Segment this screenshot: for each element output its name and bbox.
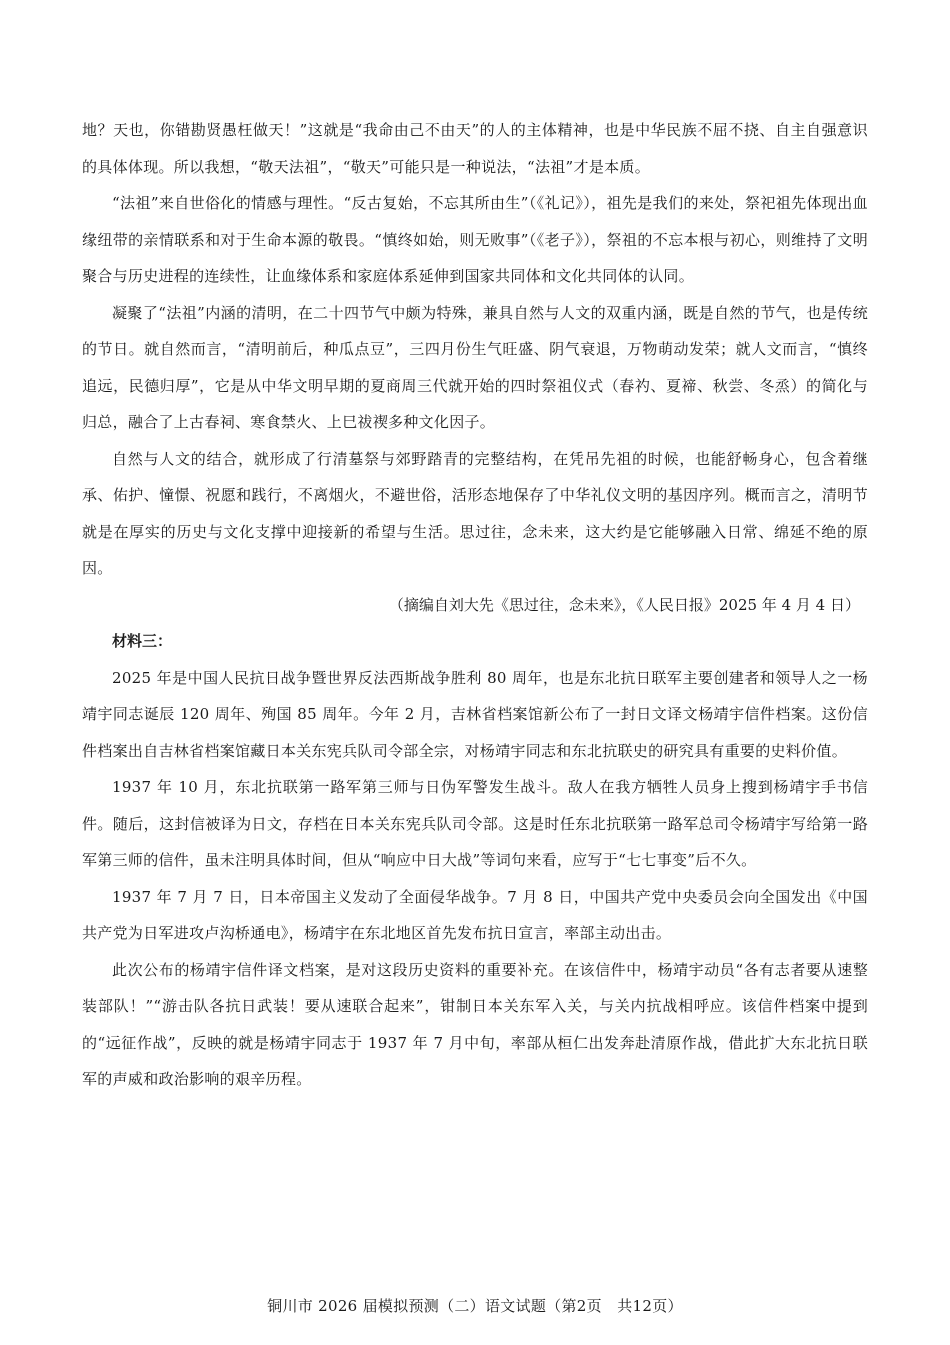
paragraph-nature-culture: 自然与人文的结合，就形成了行清墓祭与郊野踏青的完整结构，在凭吊先祖的时候，也能舒畅身心，包含着继承、佑护、憧憬、祝愿和践行，不离烟火，不避世俗，活形态地保存了中华礼仪文明的基因序列。概而言之，清明节就是在厚实的历史与文化支撑中迎接新的希望与生活。思过往，念未来，这大约是它能够融入日常、绵延不绝的原因。 xyxy=(82,449,868,577)
paragraph-letter-archive: 此次公布的杨靖宇信件译文档案，是对这段历史资料的重要补充。在该信件中，杨靖宇动员“各有志者要从速整装部队！”“游击队各抗日武装！要从速联合起来”，钳制日本关东军入关，与关内抗战相呼应。该信件档案中提到的“远征作战”，反映的就是杨靖宇同志于 1937 年 7 月中旬，率部从桓仁出发奔赴清原作战，借此扩大东北抗日联军的声威和政治影响的艰辛历程。 xyxy=(82,960,868,1088)
paragraph-qingming: 凝聚了“法祖”内涵的清明，在二十四节气中颇为特殊，兼具自然与人文的双重内涵，既是自然的节气，也是传统的节日。就自然而言，“清明前后，种瓜点豆”，三四月份生气旺盛、阴气衰退，万物萌动发荣；就人文而言，“慎终追远，民德归厚”，它是从中华文明早期的夏商周三代就开始的四时祭祖仪式（春礿、夏禘、秋尝、冬烝）的简化与归总，融合了上古春祠、寒食禁火、上巳祓禊多种文化因子。 xyxy=(82,303,868,431)
paragraph-1937-july: 1937 年 7 月 7 日，日本帝国主义发动了全面侵华战争。7 月 8 日，中国共产党中央委员会向全国发出《中国共产党为日军进攻卢沟桥通电》，杨靖宇在东北地区首先发布抗日宣言，率部主动出击。 xyxy=(82,887,868,942)
paragraph-1937-october: 1937 年 10 月，东北抗联第一路军第三师与日伪军警发生战斗。敌人在我方牺牲人员身上搜到杨靖宇手书信件。随后，这封信被译为日文，存档在日本关东宪兵队司令部。这是时任东北抗联第一路军总司令杨靖宇写给第一路军第三师的信件，虽未注明具体时间，但从“响应中日大战”等词句来看，应写于“七七事变”后不久。 xyxy=(82,778,868,869)
material-three-heading: 材料三： xyxy=(112,632,173,650)
page-footer: 铜川市 2026 届模拟预测（二）语文试题（第2页 共12页） xyxy=(267,1297,683,1315)
paragraph-fazu: “法祖”来自世俗化的情感与理性。“反古复始，不忘其所由生”（《礼记》），祖先是我们的来处，祭祀祖先体现出血缘纽带的亲情联系和对于生命本源的敬畏。“慎终如始，则无败事”（《老子》），祭祖的不忘本根与初心，则维持了文明聚合与历史进程的连续性，让血缘体系和家庭体系延伸到国家共同体和文化共同体的认同。 xyxy=(82,194,868,285)
paragraph-anniversary: 2025 年是中国人民抗日战争暨世界反法西斯战争胜利 80 周年，也是东北抗日联军主要创建者和领导人之一杨靖宇同志诞辰 120 周年、殉国 85 周年。今年 2 月，吉林省档案馆新公布了一封日文译文杨靖宇信件档案。这份信件档案出自吉林省档案馆藏日本关东宪兵队司令部全宗，对杨靖宇同志和东北抗联史的研究具有重要的史料价值。 xyxy=(82,668,868,760)
document-body xyxy=(82,112,868,1098)
paragraph-continuation: 地？天也，你错勘贤愚枉做天！”这就是“我命由己不由天”的人的主体精神，也是中华民族不屈不挠、自主自强意识的具体体现。所以我想，“敬天法祖”，“敬天”可能只是一种说法，“法祖”才是本质。 xyxy=(82,121,868,176)
source-citation: （摘编自刘大先《思过往，念未来》，《人民日报》2025 年 4 月 4 日） xyxy=(388,595,860,614)
